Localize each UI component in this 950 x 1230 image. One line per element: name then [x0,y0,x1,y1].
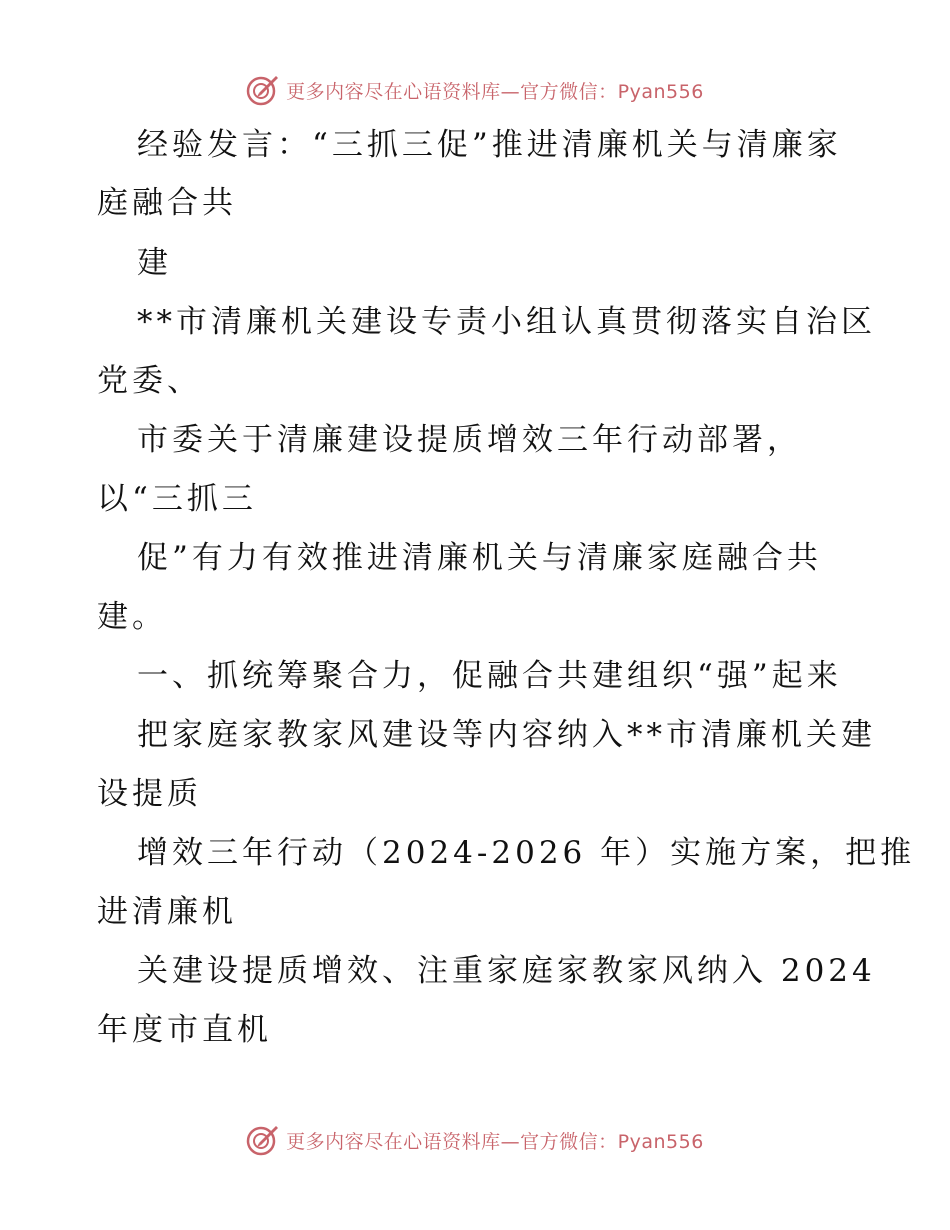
pen-logo-icon [246,73,280,107]
text-line: 建。 [97,599,167,635]
text-line: 市委关于清廉建设提质增效三年行动部署， [137,422,802,458]
text-line: **市清廉机关建设专责小组认真贯彻落实自治区 [137,304,876,340]
text-line: 把家庭家教家风建设等内容纳入**市清廉机关建 [137,717,876,753]
text-line: 增效三年行动（2024-2026 年）实施方案，把推 [137,835,916,871]
text-line: 庭融合共 [97,185,237,221]
text-line: 设提质 [97,776,202,812]
pen-logo-icon [246,1123,280,1157]
footer-watermark [0,1120,950,1160]
watermark-text: 更多内容尽在心语资料库—官方微信：Pyan556 [286,80,704,103]
section-heading: 一、抓统筹聚合力，促融合共建组织“强”起来 [137,658,842,694]
header-watermark [0,70,950,110]
text-line: 建 [137,245,172,281]
text-line: 进清廉机 [97,894,237,930]
text-line: 促”有力有效推进清廉机关与清廉家庭融合共 [137,540,822,576]
text-line: 经验发言：“三抓三促”推进清廉机关与清廉家 [137,127,842,163]
text-line: 以“三抓三 [97,481,257,517]
text-line: 年度市直机 [97,1012,272,1048]
watermark-text: 更多内容尽在心语资料库—官方微信：Pyan556 [286,1130,704,1153]
text-line: 关建设提质增效、注重家庭家教家风纳入 2024 [137,953,876,989]
text-line: 党委、 [97,363,202,399]
